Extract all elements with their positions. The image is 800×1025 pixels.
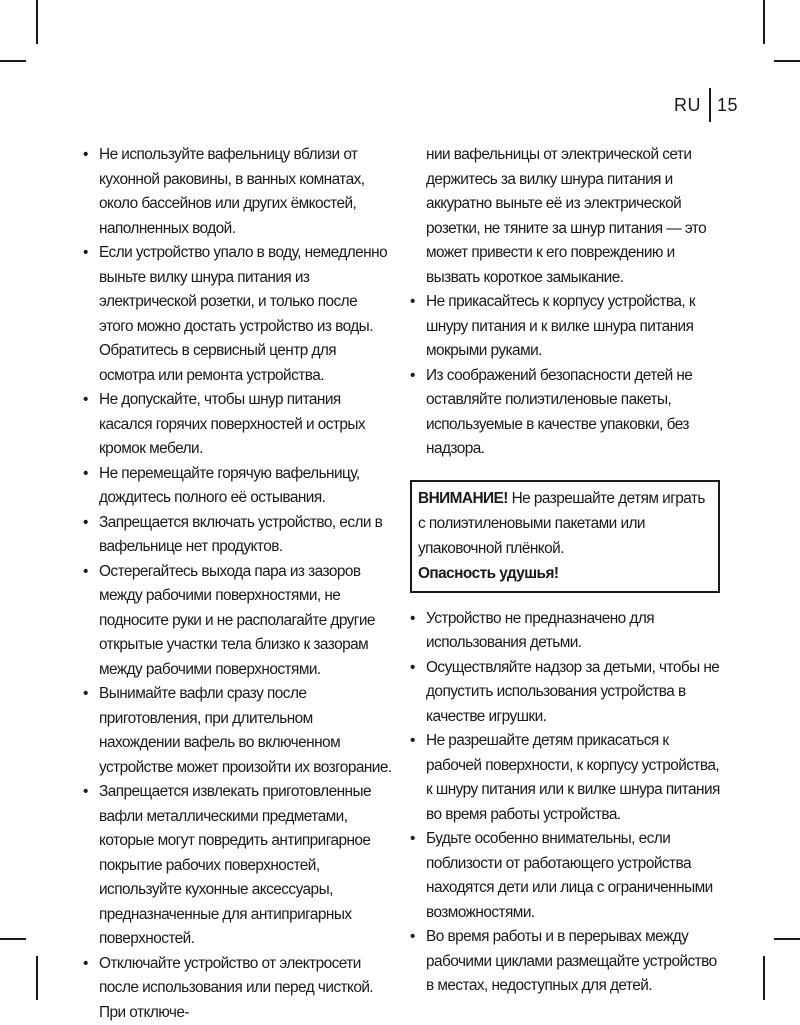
crop-mark-bottom-left-h — [0, 938, 26, 940]
crop-mark-top-right — [763, 0, 765, 44]
list-item: • Будьте особенно внимательны, если поблизости от работающего устройства находятся дети или лица с ограниченными возможностями. — [410, 827, 720, 925]
safety-list-left — [83, 143, 393, 1025]
language-code: RU — [674, 95, 709, 116]
warning-emphasis: Опасность удушья! — [418, 565, 558, 582]
page-number: 15 — [711, 95, 738, 116]
list-item: • Если устройство упало в воду, немедленно выньте вилку шнура питания из электрической розетки, и только после этого можно достать устройство из воды. Обратитесь в сервисный центр для осмотра или ремонта устройства. — [83, 241, 393, 388]
crop-mark-bottom-right-h — [774, 938, 800, 940]
list-item: • Не используйте вафельницу вблизи от кухонной раковины, в ванных комнатах, около бассейнов или других ёмкостей, наполненных водой. — [83, 143, 393, 241]
list-item: • Устройство не предназначено для использования детьми. — [410, 607, 720, 656]
list-item: • Не перемещайте горячую вафельницу, дождитесь полного её остывания. — [83, 462, 393, 511]
list-item: • Осуществляйте надзор за детьми, чтобы не допустить использования устройства в качестве игрушки. — [410, 656, 720, 730]
list-item: • Не прикасайтесь к корпусу устройства, к шнуру питания и к вилке шнура питания мокрыми руками. — [410, 290, 720, 364]
crop-mark-top-right-h — [774, 60, 800, 62]
list-item: • Отключайте устройство от электросети после использования или перед чисткой. При отключе- — [83, 952, 393, 1025]
list-item: • Во время работы и в перерывах между рабочими циклами размещайте устройство в местах, недоступных для детей. — [410, 925, 720, 999]
list-item: • Не разрешайте детям прикасаться к рабочей поверхности, к корпусу устройства, к шнуру питания или к вилке шнура питания во время работы устройства. — [410, 729, 720, 827]
warning-text: Не разрешайте детям играть с полиэтиленовыми пакетами или упаковочной плёнкой. — [418, 490, 705, 557]
warning-label: ВНИМАНИЕ! — [418, 490, 508, 507]
page-header — [674, 88, 738, 122]
list-item: • Вынимайте вафли сразу после приготовления, при длительном нахождении вафель во включенном устройстве может произойти их возгорание. — [83, 682, 393, 780]
crop-mark-top-left — [36, 0, 38, 44]
warning-box — [410, 480, 720, 593]
list-item: • Остерегайтесь выхода пара из зазоров между рабочими поверхностями, не подносите руки и не располагайте другие открытые участки тела близко к зазорам между рабочими поверхностями. — [83, 560, 393, 683]
list-item: • Запрещается извлекать приготовленные вафли металлическими предметами, которые могут повредить антипригарное покрытие рабочих поверхностей, используйте кухонные аксессуары, предназначенные для антипригарных поверхностей. — [83, 780, 393, 952]
continued-paragraph: нии вафельницы от электрической сети держитесь за вилку шнура питания и аккуратно выньте её из электрической розетки, не тяните за шнур питания — это может привести к его повреждению и вызвать короткое замыкание. — [410, 143, 720, 290]
right-column — [410, 143, 720, 999]
safety-list-right-top — [410, 290, 720, 462]
left-column — [83, 143, 393, 1025]
safety-list-right-bottom — [410, 607, 720, 999]
list-item: • Не допускайте, чтобы шнур питания касался горячих поверхностей и острых кромок мебели. — [83, 388, 393, 462]
crop-mark-bottom-left — [36, 956, 38, 1000]
list-item: • Из соображений безопасности детей не оставляйте полиэтиленовые пакеты, используемые в качестве упаковки, без надзора. — [410, 364, 720, 462]
crop-mark-top-left-h — [0, 60, 26, 62]
crop-mark-bottom-right — [763, 956, 765, 1000]
list-item: • Запрещается включать устройство, если в вафельнице нет продуктов. — [83, 511, 393, 560]
